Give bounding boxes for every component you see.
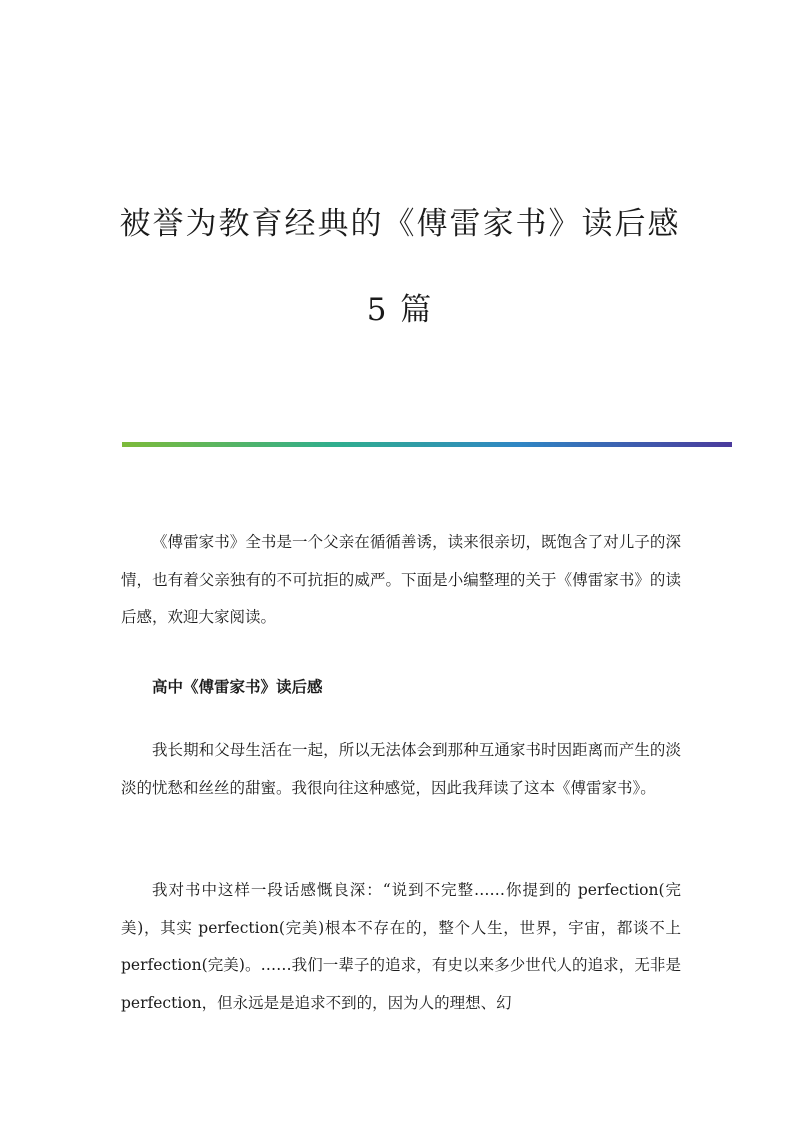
body-paragraph-2: 我对书中这样一段话感慨良深：“说到不完整……你提到的 perfection(完美)，其实 perfection(完美)根本不存在的，整个人生，世界，宇宙，都谈不上 perfection(完美)。……我们一辈子的追求，有史以来多少世代人的追求，无非是 perfection，但永远是是追求不到的，因为人的理想、幻 — [121, 881, 681, 1012]
intro-paragraph: 《傅雷家书》全书是一个父亲在循循善诱，读来很亲切，既饱含了对儿子的深情，也有着父亲独有的不可抗拒的威严。下面是小编整理的关于《傅雷家书》的读后感，欢迎大家阅读。 — [121, 533, 681, 626]
document-title-line2: 5 篇 — [366, 292, 434, 328]
document-title-line1: 被誉为教育经典的《傅雷家书》读后感 — [119, 206, 681, 242]
section-heading: 高中《傅雷家书》读后感 — [152, 677, 323, 696]
body-paragraph-1: 我长期和父母生活在一起，所以无法体会到那种互通家书时因距离而产生的淡淡的忧愁和丝丝的甜蜜。我很向往这种感觉，因此我拜读了这本《傅雷家书》。 — [121, 741, 681, 797]
gradient-divider — [122, 442, 732, 447]
